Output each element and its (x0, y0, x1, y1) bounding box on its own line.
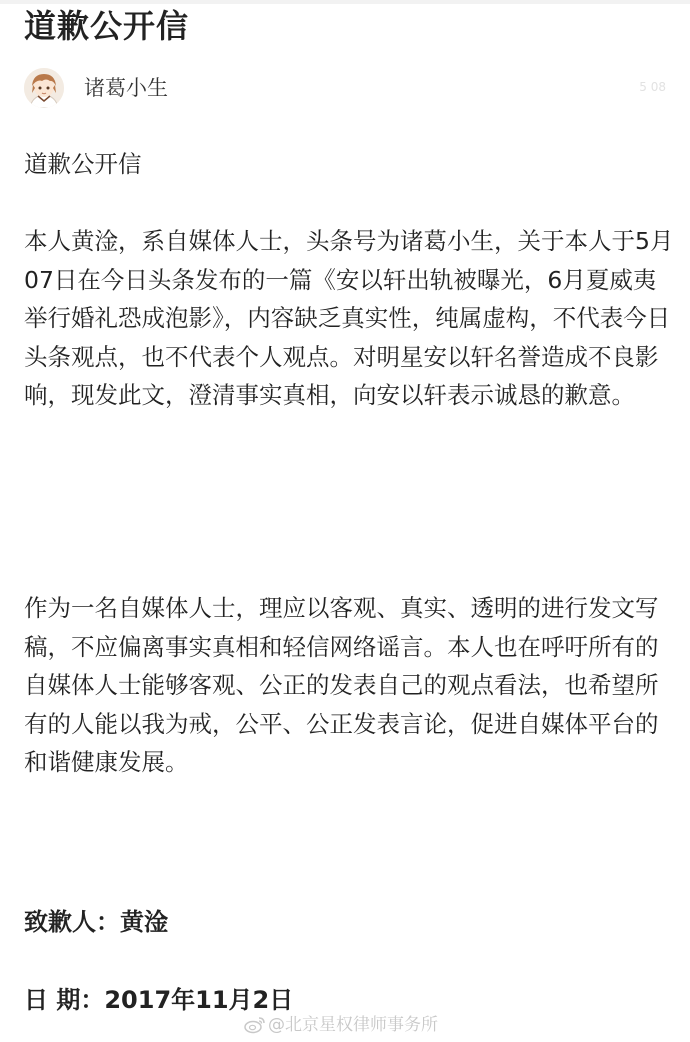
weibo-icon (244, 1016, 266, 1034)
top-strip (0, 0, 690, 4)
article-heading: 道歉公开信 (24, 150, 142, 178)
author-avatar[interactable] (24, 68, 64, 108)
avatar-illustration-icon (24, 68, 64, 108)
paragraph-2: 作为一名自媒体人士，理应以客观、真实、透明的进行发文写稿，不应偏离事实真相和轻信网络谣言。本人也在呼吁所有的自媒体人士能够客观、公正的发表自己的观点看法，也希望所有的人能以我为戒，公平、公正发表言论，促进自媒体平台的和谐健康发展。 (24, 594, 659, 777)
faint-mark: 5 08 (639, 80, 666, 94)
paragraph-1: 本人黄淦，系自媒体人士，头条号为诸葛小生，关于本人于5月07日在今日头条发布的一篇《安以轩出轨被曝光，6月夏威夷举行婚礼恐成泡影》，内容缺乏真实性，纯属虚构，不代表今日头条观点，也不代表个人观点。对明星安以轩名誉造成不良影响，现发此文，澄清事实真相，向安以轩表示诚恳的歉意。 (24, 227, 674, 410)
author-row[interactable] (24, 68, 666, 110)
date-line: 日 期：2017年11月2日 (24, 986, 294, 1014)
watermark-text: @北京星权律师事务所 (268, 1015, 438, 1035)
signature-line: 致歉人：黄淦 (24, 908, 168, 936)
article-title: 道歉公开信 (24, 7, 190, 45)
author-name[interactable]: 诸葛小生 (84, 76, 168, 100)
watermark (244, 1013, 438, 1037)
